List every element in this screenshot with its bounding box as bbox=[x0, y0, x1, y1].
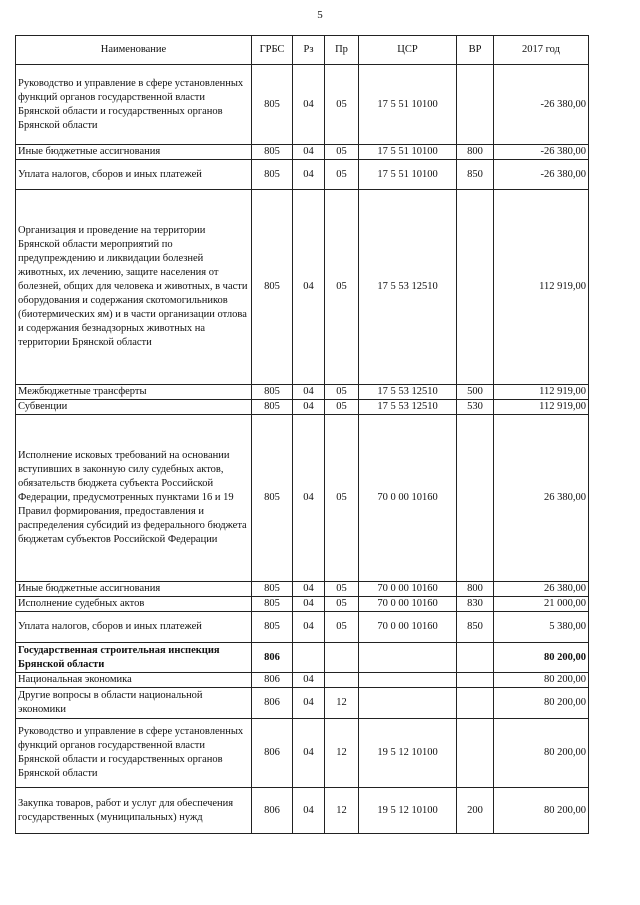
cell-amount: -26 380,00 bbox=[494, 145, 589, 160]
cell-name: Исполнение исковых требований на основании вступивших в законную силу судебных актов, обязательств бюджета субъекта Российской Федерации, предусмотренных пунктами 16 и 19 Правил формирования, предоставления и распределения субсидий из федерального бюджета бюджетам субъектов Российской Федерации bbox=[16, 415, 252, 582]
cell-grbs: 806 bbox=[252, 688, 293, 719]
cell-amount: 80 200,00 bbox=[494, 788, 589, 834]
cell-rz: 04 bbox=[293, 788, 325, 834]
cell-name: Руководство и управление в сфере установленных функций органов государственной власти Брянской области и государственных органов Брянской области bbox=[16, 65, 252, 145]
cell-name: Закупка товаров, работ и услуг для обеспечения государственных (муниципальных) нужд bbox=[16, 788, 252, 834]
cell-rz: 04 bbox=[293, 673, 325, 688]
cell-rz: 04 bbox=[293, 688, 325, 719]
cell-amount: -26 380,00 bbox=[494, 160, 589, 190]
cell-amount: 80 200,00 bbox=[494, 719, 589, 788]
cell-name: Иные бюджетные ассигнования bbox=[16, 145, 252, 160]
cell-name: Межбюджетные трансферты bbox=[16, 385, 252, 400]
cell-rz: 04 bbox=[293, 400, 325, 415]
cell-amount: 26 380,00 bbox=[494, 415, 589, 582]
cell-csr bbox=[359, 643, 457, 673]
table-row bbox=[16, 643, 589, 673]
cell-rz: 04 bbox=[293, 582, 325, 597]
cell-grbs: 805 bbox=[252, 160, 293, 190]
cell-amount: 26 380,00 bbox=[494, 582, 589, 597]
cell-grbs: 805 bbox=[252, 190, 293, 385]
cell-csr: 17 5 51 10100 bbox=[359, 145, 457, 160]
header-year: 2017 год bbox=[494, 36, 589, 65]
table-row bbox=[16, 788, 589, 834]
cell-vr bbox=[457, 190, 494, 385]
cell-grbs: 805 bbox=[252, 385, 293, 400]
cell-pr: 05 bbox=[325, 400, 359, 415]
table-row bbox=[16, 190, 589, 385]
cell-rz: 04 bbox=[293, 385, 325, 400]
page-number: 5 bbox=[317, 9, 323, 21]
table-row bbox=[16, 145, 589, 160]
cell-vr bbox=[457, 415, 494, 582]
cell-pr: 05 bbox=[325, 160, 359, 190]
cell-name: Субвенции bbox=[16, 400, 252, 415]
cell-rz: 04 bbox=[293, 597, 325, 612]
cell-amount: 112 919,00 bbox=[494, 190, 589, 385]
cell-grbs: 805 bbox=[252, 400, 293, 415]
cell-amount: 112 919,00 bbox=[494, 385, 589, 400]
cell-rz: 04 bbox=[293, 415, 325, 582]
cell-amount: -26 380,00 bbox=[494, 65, 589, 145]
cell-csr: 19 5 12 10100 bbox=[359, 719, 457, 788]
cell-csr: 17 5 53 12510 bbox=[359, 400, 457, 415]
cell-name: Другие вопросы в области национальной экономики bbox=[16, 688, 252, 719]
table-row bbox=[16, 612, 589, 643]
table-row bbox=[16, 582, 589, 597]
cell-amount: 21 000,00 bbox=[494, 597, 589, 612]
table-row bbox=[16, 597, 589, 612]
cell-pr: 05 bbox=[325, 597, 359, 612]
header-name: Наименование bbox=[16, 36, 252, 65]
table-row bbox=[16, 160, 589, 190]
cell-pr: 05 bbox=[325, 65, 359, 145]
cell-rz: 04 bbox=[293, 190, 325, 385]
table-row bbox=[16, 415, 589, 582]
cell-rz: 04 bbox=[293, 145, 325, 160]
table-row bbox=[16, 719, 589, 788]
cell-csr: 17 5 51 10100 bbox=[359, 160, 457, 190]
table-row bbox=[16, 385, 589, 400]
cell-vr: 200 bbox=[457, 788, 494, 834]
header-vr: ВР bbox=[457, 36, 494, 65]
cell-vr: 830 bbox=[457, 597, 494, 612]
cell-grbs: 805 bbox=[252, 597, 293, 612]
cell-vr: 850 bbox=[457, 160, 494, 190]
cell-rz: 04 bbox=[293, 612, 325, 643]
cell-amount: 5 380,00 bbox=[494, 612, 589, 643]
cell-csr: 70 0 00 10160 bbox=[359, 582, 457, 597]
cell-vr: 800 bbox=[457, 582, 494, 597]
cell-csr: 70 0 00 10160 bbox=[359, 612, 457, 643]
budget-table bbox=[15, 35, 589, 834]
cell-vr: 530 bbox=[457, 400, 494, 415]
cell-rz: 04 bbox=[293, 160, 325, 190]
cell-csr: 17 5 51 10100 bbox=[359, 65, 457, 145]
cell-pr: 05 bbox=[325, 145, 359, 160]
cell-grbs: 805 bbox=[252, 145, 293, 160]
cell-rz: 04 bbox=[293, 65, 325, 145]
cell-pr bbox=[325, 643, 359, 673]
cell-csr bbox=[359, 673, 457, 688]
cell-pr: 05 bbox=[325, 190, 359, 385]
cell-rz bbox=[293, 643, 325, 673]
cell-vr bbox=[457, 688, 494, 719]
cell-amount: 112 919,00 bbox=[494, 400, 589, 415]
cell-vr: 800 bbox=[457, 145, 494, 160]
cell-grbs: 806 bbox=[252, 673, 293, 688]
cell-amount: 80 200,00 bbox=[494, 688, 589, 719]
cell-vr bbox=[457, 643, 494, 673]
cell-grbs: 805 bbox=[252, 612, 293, 643]
header-csr: ЦСР bbox=[359, 36, 457, 65]
cell-name: Организация и проведение на территории Брянской области мероприятий по предупреждению и ликвидации болезней животных, их лечению, защите населения от болезней, общих для человека и животных, в части оборудования и содержания скотомогильников (биотермических ям) и в части организации отлова и содержания безнадзорных животных на территории Брянской области bbox=[16, 190, 252, 385]
table-row bbox=[16, 400, 589, 415]
cell-rz: 04 bbox=[293, 719, 325, 788]
cell-pr: 12 bbox=[325, 688, 359, 719]
table-header-row bbox=[16, 36, 589, 65]
cell-grbs: 806 bbox=[252, 643, 293, 673]
cell-pr: 05 bbox=[325, 415, 359, 582]
cell-vr bbox=[457, 65, 494, 145]
cell-grbs: 806 bbox=[252, 788, 293, 834]
cell-pr: 05 bbox=[325, 385, 359, 400]
header-pr: Пр bbox=[325, 36, 359, 65]
cell-amount: 80 200,00 bbox=[494, 643, 589, 673]
table-row bbox=[16, 65, 589, 145]
cell-name: Исполнение судебных актов bbox=[16, 597, 252, 612]
cell-pr: 12 bbox=[325, 719, 359, 788]
cell-amount: 80 200,00 bbox=[494, 673, 589, 688]
cell-vr bbox=[457, 719, 494, 788]
cell-csr: 17 5 53 12510 bbox=[359, 385, 457, 400]
cell-name: Уплата налогов, сборов и иных платежей bbox=[16, 160, 252, 190]
header-grbs: ГРБС bbox=[252, 36, 293, 65]
cell-grbs: 805 bbox=[252, 582, 293, 597]
cell-csr: 19 5 12 10100 bbox=[359, 788, 457, 834]
table-row bbox=[16, 688, 589, 719]
cell-csr: 17 5 53 12510 bbox=[359, 190, 457, 385]
table-row bbox=[16, 673, 589, 688]
cell-csr: 70 0 00 10160 bbox=[359, 597, 457, 612]
header-rz: Рз bbox=[293, 36, 325, 65]
cell-pr: 05 bbox=[325, 582, 359, 597]
cell-name: Государственная строительная инспекция Брянской области bbox=[16, 643, 252, 673]
cell-csr: 70 0 00 10160 bbox=[359, 415, 457, 582]
cell-vr: 500 bbox=[457, 385, 494, 400]
cell-name: Руководство и управление в сфере установленных функций органов государственной власти Брянской области и государственных органов Брянской области bbox=[16, 719, 252, 788]
cell-csr bbox=[359, 688, 457, 719]
cell-grbs: 806 bbox=[252, 719, 293, 788]
cell-pr: 05 bbox=[325, 612, 359, 643]
cell-grbs: 805 bbox=[252, 65, 293, 145]
cell-name: Иные бюджетные ассигнования bbox=[16, 582, 252, 597]
cell-name: Уплата налогов, сборов и иных платежей bbox=[16, 612, 252, 643]
cell-vr bbox=[457, 673, 494, 688]
cell-grbs: 805 bbox=[252, 415, 293, 582]
cell-vr: 850 bbox=[457, 612, 494, 643]
cell-pr: 12 bbox=[325, 788, 359, 834]
cell-pr bbox=[325, 673, 359, 688]
cell-name: Национальная экономика bbox=[16, 673, 252, 688]
